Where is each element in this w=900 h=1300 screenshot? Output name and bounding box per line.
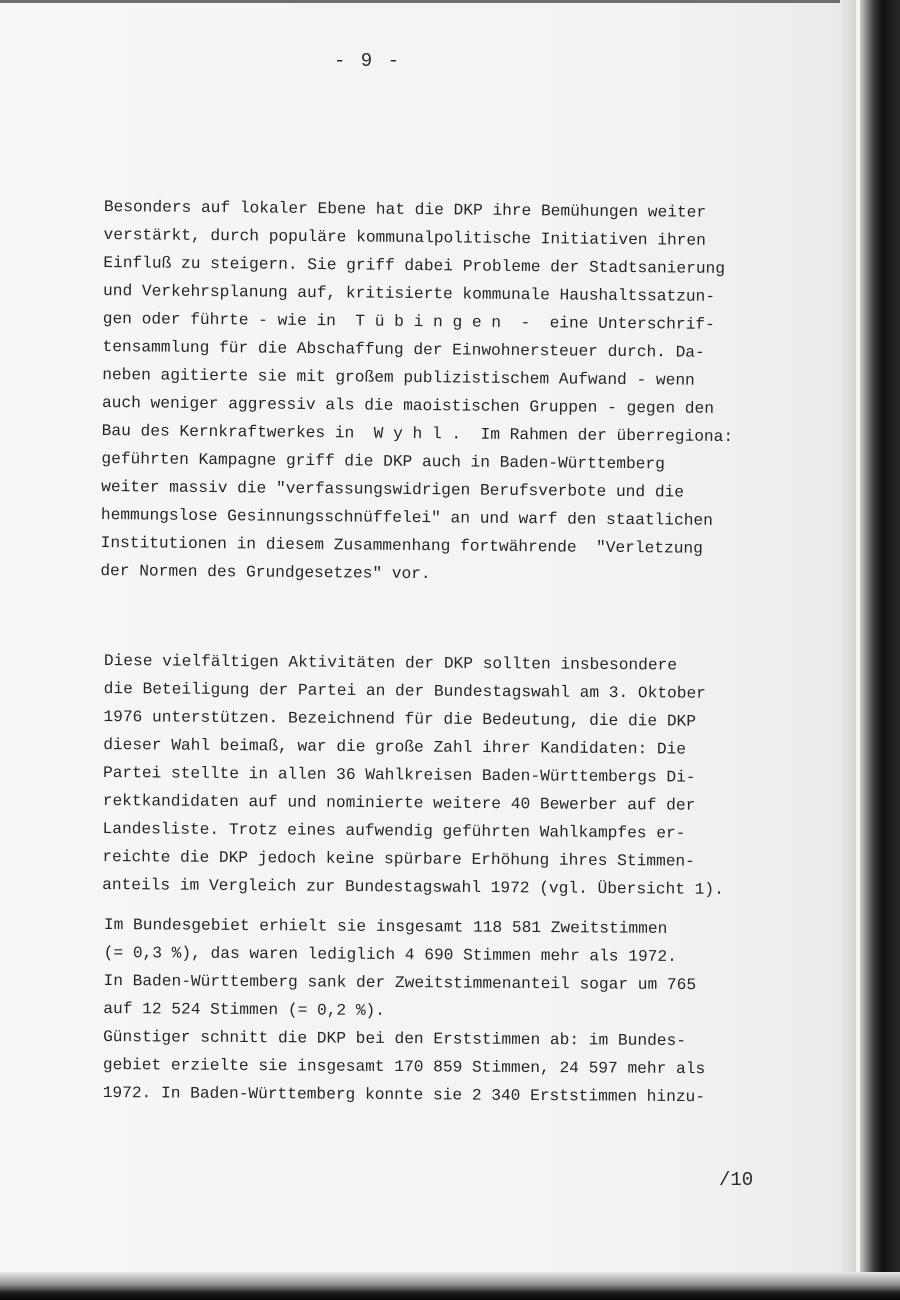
text-line: auf 12 524 Stimmen (= 0,2 %). — [103, 999, 386, 1020]
text-line: Diese vielfältigen Aktivitäten der DKP sollten insbesondere — [103, 651, 678, 675]
text-line: anteils im Vergleich zur Bundestagswahl 1972 (vgl. Übersicht 1). — [102, 875, 724, 899]
text-line: In Baden-Württemberg sank der Zweitstimmenanteil sogar um 765 — [103, 971, 697, 995]
text-line: Günstiger schnitt die DKP bei den Erststimmen ab: im Bundes- — [103, 1027, 687, 1051]
text-line: auch weniger aggressiv als die maoistischen Gruppen - gegen den — [101, 393, 715, 418]
bottom-scan-edge — [0, 1272, 900, 1300]
text-line: Landesliste. Trotz eines aufwendig geführten Wahlkampfes er- — [102, 819, 686, 843]
top-scan-edge — [0, 0, 840, 3]
paragraph-vote-results — [103, 911, 707, 1111]
text-line: neben agitierte sie mit großem publizistischem Aufwand - wenn — [102, 365, 695, 390]
text-line: und Verkehrsplanung auf, kritisierte kommunale Haushaltssatzun- — [102, 281, 716, 306]
text-line: Besonders auf lokaler Ebene hat die DKP ihre Bemühungen weiter — [103, 197, 707, 222]
continuation-marker: /10 — [719, 1169, 754, 1191]
text-line: (= 0,3 %), das waren lediglich 4 690 Stimmen mehr als 1972. — [103, 943, 677, 966]
text-line: Bau des Kernkraftwerkes in W y h l . Im Rahmen der überregiona: — [101, 421, 734, 447]
paragraph-federal-election — [102, 647, 726, 904]
text-line: geführten Kampagne griff die DKP auch in Baden-Württemberg — [101, 449, 665, 474]
text-line: reichte die DKP jedoch keine spürbare Erhöhung ihres Stimmen- — [102, 847, 695, 871]
paragraph-local-activities — [100, 193, 735, 591]
text-line: verstärkt, durch populäre kommunalpolitische Initiativen ihren — [103, 225, 706, 250]
text-line: Im Bundesgebiet erhielt sie insgesamt 118 581 Zweitstimmen — [103, 915, 668, 938]
right-scan-edge — [842, 0, 900, 1300]
text-line: der Normen des Grundgesetzes" vor. — [100, 561, 431, 584]
text-line: 1972. In Baden-Württemberg konnte sie 2 340 Erststimmen hinzu- — [102, 1083, 706, 1107]
text-line: die Beteiligung der Partei an der Bundestagswahl am 3. Oktober — [103, 679, 707, 703]
text-line: 1976 unterstützen. Bezeichnend für die Bedeutung, die die DKP — [103, 707, 697, 731]
page-number: - 9 - — [334, 50, 402, 72]
text-line: weiter massiv die "verfassungswidrigen Berufsverbote und die — [101, 477, 685, 502]
text-line: gebiet erzielte sie insgesamt 170 859 Stimmen, 24 597 mehr als — [102, 1055, 706, 1079]
text-line: gen oder führte - wie in T ü b i n g e n - eine Unterschrif- — [102, 309, 715, 334]
text-line: hemmungslose Gesinnungsschnüffelei" an und warf den staatlichen — [100, 505, 713, 530]
text-line: tensammlung für die Abschaffung der Einwohnersteuer durch. Da- — [102, 337, 705, 362]
page-edge-highlight — [856, 0, 860, 1300]
text-line: Partei stellte in allen 36 Wahlkreisen Baden-Württembergs Di- — [102, 763, 696, 787]
text-line: Institutionen in diesem Zusammenhang fortwährende "Verletzung — [100, 533, 703, 558]
text-line: dieser Wahl beimaß, war die große Zahl ihrer Kandidaten: Die — [103, 735, 687, 759]
text-line: rektkandidaten auf und nominierte weitere 40 Bewerber auf der — [102, 791, 696, 815]
text-line: Einfluß zu steigern. Sie griff dabei Probleme der Stadtsanierung — [103, 253, 726, 278]
